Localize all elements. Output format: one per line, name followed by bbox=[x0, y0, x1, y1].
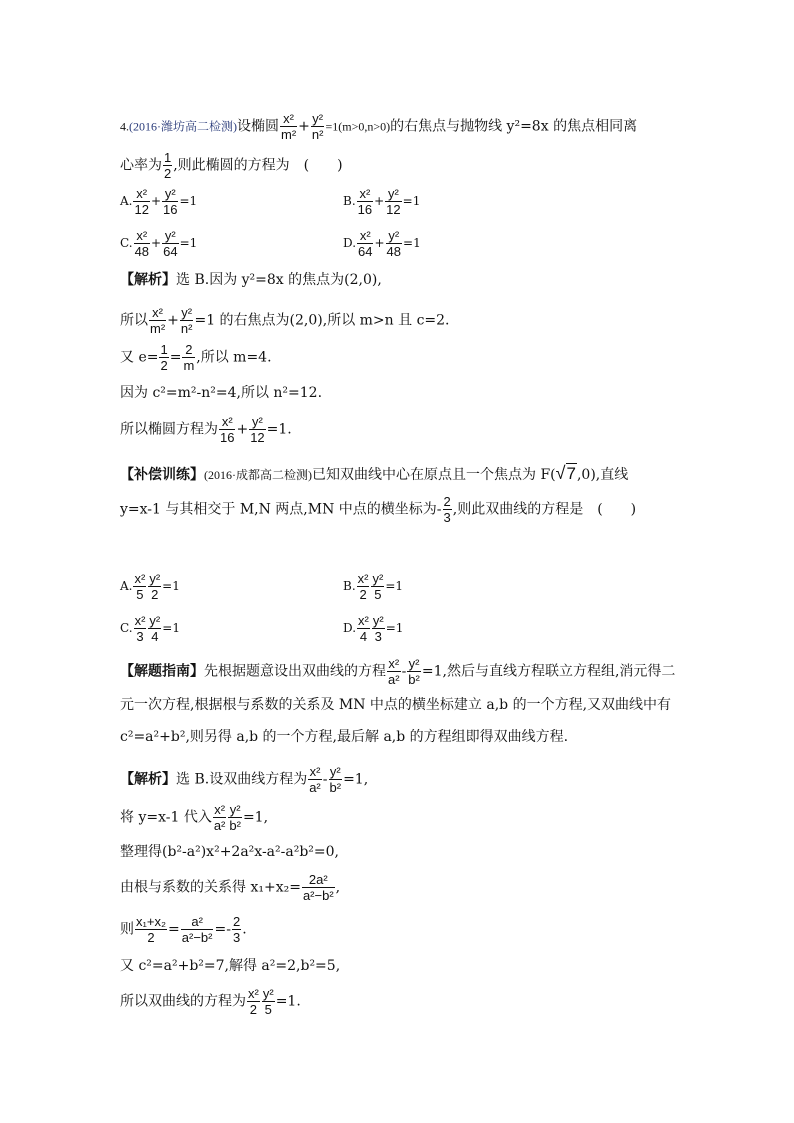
analysis-2-line-2: 将 y=x-1 代入 $\frac{\text{x²}}{\text{a²}}$ $\frac{\text{y²}}{\text{b²}}$ =1, bbox=[120, 802, 269, 833]
option-d-2: D. $\frac{\text{x²}}{4}$ $\frac{\text{y²}}{3}$ =1 bbox=[343, 613, 404, 644]
analysis-2-line-5: 则 $\frac{\text{x₁+x₂}}{2}$ = $\frac{\text{a²}}{\text{a²−b²}}$ =- $\frac{2}{3}$ . bbox=[120, 914, 247, 945]
option-c-2: C. $\frac{\text{x²}}{3}$ $\frac{\text{y²}}{4}$ =1 bbox=[120, 613, 180, 644]
condition-text: =1(m>0,n>0) bbox=[325, 119, 391, 134]
question-4-line-1: 4.(2016·潍坊高二检测)设椭圆 $\frac{\text{x²}}{\text{m²}}$ + $\frac{\text{y²}}{\text{n²}}$ =1(m>0,n>0)的右焦点与抛物线 y²=8x 的焦点相同离 bbox=[120, 111, 638, 142]
option-b-2: B. $\frac{\text{x²}}{2}$ $\frac{\text{y²}}{5}$ =1 bbox=[343, 571, 404, 602]
analysis-1-line-4: 因为 c²=m²-n²=4,所以 n²=12. bbox=[120, 385, 323, 401]
option-a: A. $\frac{\text{x²}}{12}$ + $\frac{\text{y²}}{16}$ =1 bbox=[120, 186, 198, 217]
analysis-2-line-7: 所以双曲线的方程为 $\frac{\text{x²}}{2}$ $\frac{\text{y²}}{5}$ =1. bbox=[120, 986, 301, 1017]
analysis-2-line-3: 整理得(b²-a²)x²+2a²x-a²-a²b²=0, bbox=[120, 844, 339, 860]
question-text: ,则此椭圆的方程为 ( ) bbox=[173, 157, 343, 174]
question-number: 4. bbox=[120, 119, 129, 134]
guide-line-3: c²=a²+b²,则另得 a,b 的一个方程,最后解 a,b 的方程组即得双曲线方程. bbox=[120, 729, 569, 745]
analysis-1-line-1 bbox=[120, 273, 382, 287]
option-b: B. $\frac{\text{x²}}{16}$ + $\frac{\text{y²}}{12}$ =1 bbox=[343, 186, 421, 217]
guide-tag: 【解题指南】 bbox=[120, 663, 204, 680]
buchang-line-1: 【补偿训练】(2016·成都高二检测)已知双曲线中心在原点且一个焦点为 F(√7,0),直线 bbox=[120, 463, 629, 483]
question-text: 的右焦点与抛物线 y²=8x 的焦点相同离 bbox=[390, 118, 638, 135]
option-a-2: A. $\frac{\text{x²}}{5}$ $\frac{\text{y²}}{2}$ =1 bbox=[120, 571, 180, 602]
analysis-2-line-4: 由根与系数的关系得 x₁+x₂= $\frac{\text{2a²}}{\text{a²−b²}}$ , bbox=[120, 872, 341, 903]
analysis-1-line-5: 所以椭圆方程为 $\frac{\text{x²}}{16}$ + $\frac{\text{y²}}{12}$ =1. bbox=[120, 414, 292, 445]
question-4-line-2 bbox=[120, 150, 343, 181]
analysis-2-line-6: 又 c²=a²+b²=7,解得 a²=2,b²=5, bbox=[120, 958, 341, 974]
guide-line-1: 【解题指南】先根据题意设出双曲线的方程 $\frac{\text{x²}}{\text{a²}}$ - $\frac{\text{y²}}{\text{b²}}$ =1,然后与直线方程联立方程组,消元得二 bbox=[120, 656, 676, 687]
buchang-source: (2016·成都高二检测) bbox=[204, 468, 312, 482]
buchang-line-2: y=x-1 与其相交于 M,N 两点,MN 中点的横坐标为- $\frac{2}{3}$ ,则此双曲线的方程是 ( ) bbox=[120, 494, 637, 525]
option-c: C. $\frac{\text{x²}}{48}$ + $\frac{\text{y²}}{64}$ =1 bbox=[120, 228, 198, 259]
analysis-tag-2: 【解析】 bbox=[120, 771, 176, 788]
analysis-1-line-3: 又 e= $\frac{1}{2}$ = $\frac{2}{m}$ ,所以 m=4. bbox=[120, 342, 272, 373]
question-text: 设椭圆 bbox=[237, 118, 279, 135]
buchang-tag: 【补偿训练】 bbox=[120, 467, 204, 483]
question-text: 心率为 bbox=[120, 157, 162, 174]
fraction-y2-n2: $\frac{\text{y²}}{\text{n²}}$ bbox=[311, 111, 324, 142]
fraction-one-half: $\frac{1}{2}$ bbox=[164, 150, 172, 181]
option-d: D. $\frac{\text{x²}}{64}$ + $\frac{\text{y²}}{48}$ =1 bbox=[343, 228, 421, 259]
question-source: (2016·潍坊高二检测) bbox=[129, 119, 237, 134]
fraction-x2-m2: $\frac{\text{x²}}{\text{m²}}$ bbox=[281, 111, 297, 142]
analysis-tag: 【解析】 bbox=[120, 272, 176, 288]
analysis-2-line-1: 【解析】选 B.设双曲线方程为 $\frac{\text{x²}}{\text{a²}}$ - $\frac{\text{y²}}{\text{b²}}$ =1, bbox=[120, 764, 369, 795]
analysis-text: 选 B.因为 y²=8x 的焦点为(2,0), bbox=[176, 272, 382, 288]
analysis-1-line-2: 所以 $\frac{\text{x²}}{\text{m²}}$ + $\frac{\text{y²}}{\text{n²}}$ =1 的右焦点为(2,0),所以 m>n 且 c=2. bbox=[120, 305, 450, 336]
guide-line-2: 元一次方程,根据根与系数的关系及 MN 中点的横坐标建立 a,b 的一个方程,又双曲线中有 bbox=[120, 697, 672, 713]
